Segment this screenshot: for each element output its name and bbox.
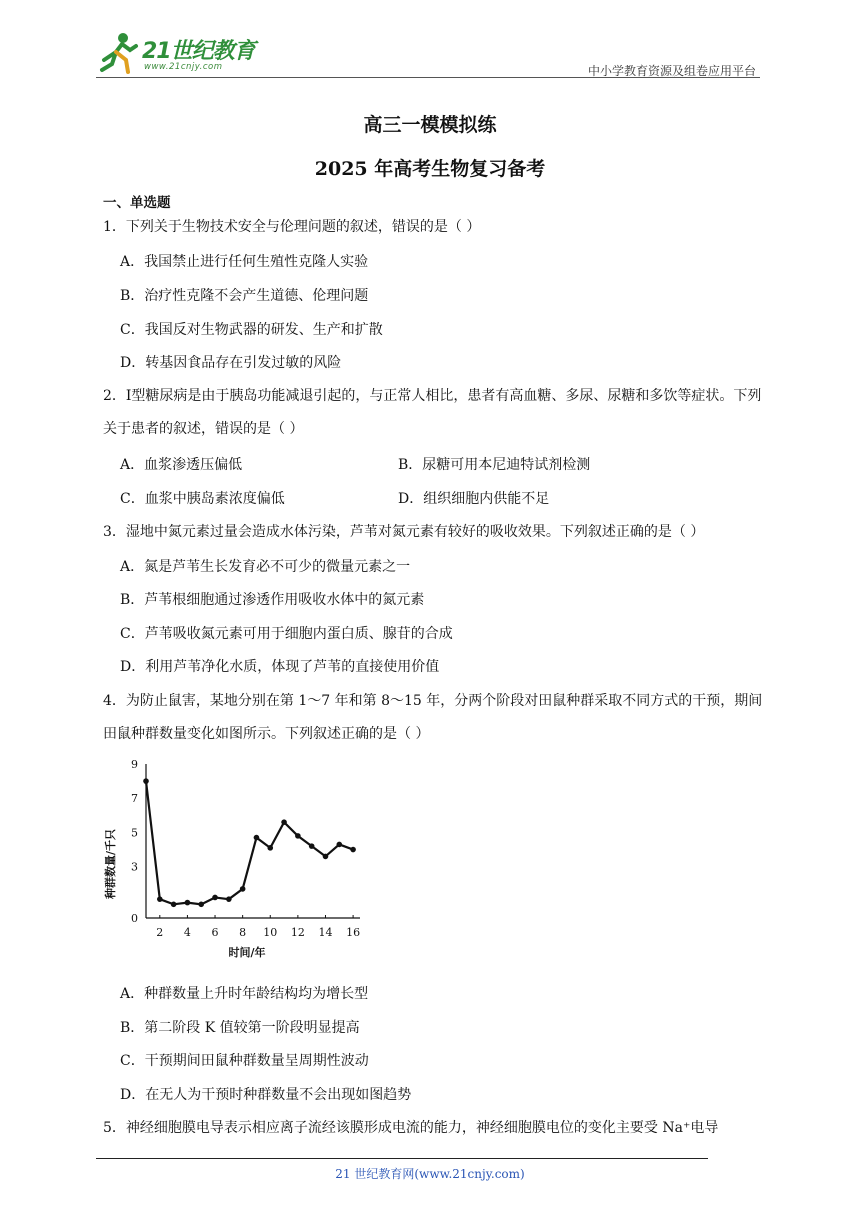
- data-point: [143, 778, 149, 784]
- data-point: [171, 902, 177, 908]
- question-2-stem: 2．Ⅰ型糖尿病是由于胰岛功能减退引起的，与正常人相比，患者有高血糖、多尿、尿糖和多饮等症状。下列关于患者的叙述，错误的是（ ）: [103, 388, 762, 437]
- question-2-option-b: B．尿糖可用本尼迪特试剂检测: [398, 457, 591, 473]
- data-point: [295, 833, 301, 839]
- chart-x-axis-label: 时间/年: [228, 946, 266, 959]
- question-1-option-c: C．我国反对生物武器的研发、生产和扩散: [120, 322, 383, 338]
- x-tick-label: 10: [263, 926, 278, 939]
- site-logo[interactable]: [96, 30, 266, 78]
- x-tick-label: 6: [211, 926, 219, 939]
- question-4-option-c: C．干预期间田鼠种群数量呈周期性波动: [120, 1053, 369, 1069]
- question-2-option-d: D．组织细胞内供能不足: [398, 491, 550, 507]
- y-tick-label: 5: [131, 826, 138, 840]
- question-1-option-a: A．我国禁止进行任何生殖性克隆人实验: [120, 254, 369, 270]
- logo-text: 21世纪教育: [142, 39, 255, 64]
- question-5-stem: 5．神经细胞膜电导表示相应离子流经该膜形成电流的能力，神经细胞膜电位的变化主要受 Na⁺电导: [103, 1120, 719, 1136]
- data-point: [309, 843, 315, 849]
- data-point: [157, 896, 163, 902]
- question-4-stem: 4．为防止鼠害，某地分别在第 1～7 年和第 8～15 年，分两个阶段对田鼠种群采取不同方式的干预，期间田鼠种群数量变化如图所示。下列叙述正确的是（ ）: [103, 693, 763, 742]
- question-1-option-d: D．转基因食品存在引发过敏的风险: [120, 355, 342, 371]
- runner-logo-icon: [96, 30, 142, 74]
- data-point: [350, 847, 356, 853]
- question-3-option-a: A．氮是芦苇生长发育必不可少的微量元素之一: [120, 559, 411, 575]
- logo-url: www.21cnjy.com: [144, 62, 223, 72]
- y-tick-label: 0: [131, 912, 138, 925]
- question-3-option-b: B．芦苇根细胞通过渗透作用吸收水体中的氮元素: [120, 592, 425, 608]
- y-tick-label: 7: [131, 792, 138, 806]
- series-line: [146, 781, 353, 904]
- x-tick-label: 2: [156, 926, 164, 939]
- question-4-option-b: B．第二阶段 K 值较第一阶段明显提高: [120, 1020, 360, 1036]
- data-point: [240, 886, 246, 892]
- data-point: [254, 835, 260, 841]
- question-4-option-a: A．种群数量上升时年龄结构均为增长型: [120, 986, 369, 1002]
- data-point: [212, 895, 218, 901]
- chart-ticks: [131, 758, 360, 939]
- x-tick-label: 8: [239, 926, 247, 939]
- data-point: [185, 900, 191, 906]
- data-point: [267, 845, 273, 851]
- chart-series: [143, 778, 356, 907]
- question-2-option-c: C．血浆中胰岛素浓度偏低: [120, 491, 285, 507]
- data-point: [226, 896, 232, 902]
- site-tagline: 中小学教育资源及组卷应用平台: [587, 64, 756, 78]
- question-3-option-c: C．芦苇吸收氮元素可用于细胞内蛋白质、腺苷的合成: [120, 626, 453, 642]
- population-chart: [102, 754, 372, 964]
- data-point: [281, 819, 287, 825]
- data-point: [198, 902, 204, 908]
- y-tick-label: 3: [131, 860, 138, 874]
- doc-title: 高三一模模拟练: [363, 114, 497, 136]
- x-tick-label: 12: [290, 926, 305, 939]
- chart-axes: [146, 764, 360, 918]
- question-3-option-d: D．利用芦苇净化水质，体现了芦苇的直接使用价值: [120, 659, 440, 675]
- section-heading: 一、单选题: [103, 195, 171, 211]
- x-tick-label: 4: [183, 926, 191, 939]
- question-4-option-d: D．在无人为干预时种群数量不会出现如图趋势: [120, 1087, 412, 1103]
- question-1-option-b: B．治疗性克隆不会产生道德、伦理问题: [120, 288, 369, 304]
- question-1-stem: 1．下列关于生物技术安全与伦理问题的叙述，错误的是（ ）: [103, 219, 481, 235]
- page-header: [96, 30, 760, 82]
- header-divider: [96, 77, 760, 78]
- question-3-stem: 3．湿地中氮元素过量会造成水体污染，芦苇对氮元素有较好的吸收效果。下列叙述正确的是（ ）: [103, 524, 705, 540]
- doc-subtitle: 2025 年高考生物复习备考: [314, 158, 546, 180]
- data-point: [336, 842, 342, 848]
- data-point: [323, 854, 329, 860]
- question-2-option-a: A．血浆渗透压偏低: [120, 457, 243, 473]
- y-tick-label: 9: [131, 758, 138, 771]
- x-tick-label: 16: [346, 926, 361, 939]
- footer-link[interactable]: 21 世纪教育网(www.21cnjy.com): [335, 1167, 525, 1181]
- chart-y-axis-label: 种群数量/千只: [104, 828, 117, 900]
- footer-divider: [96, 1158, 708, 1159]
- x-tick-label: 14: [318, 926, 333, 939]
